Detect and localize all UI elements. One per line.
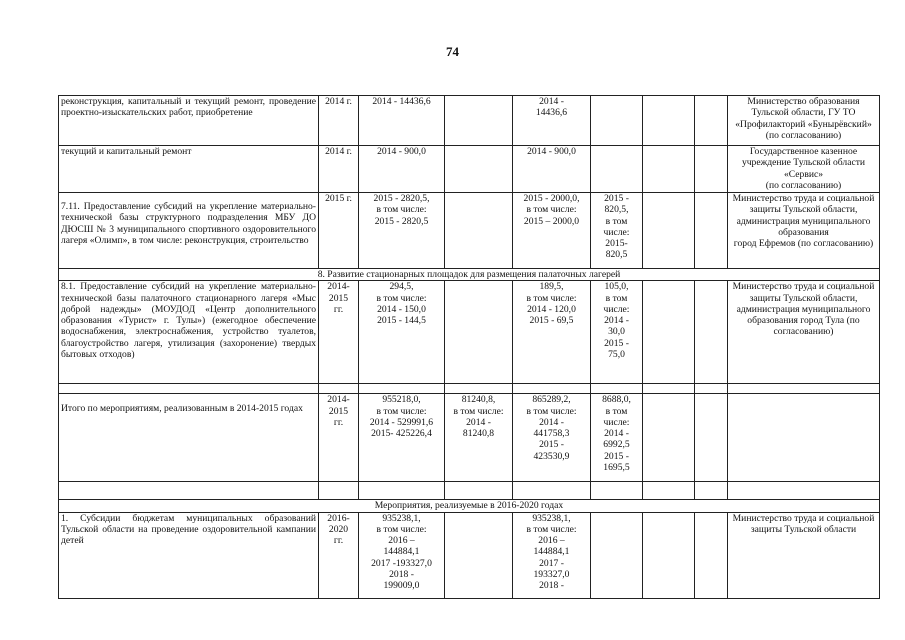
executor-cell: Министерство труда и социальной защиты Тульской области, администрация муниципального образования город Ефремов (по согласованию) <box>728 193 880 269</box>
measure-description: 8.1. Предоставление субсидий на укрепление материально-технической базы палаточного стационарного лагеря «Мыс доброй надежды» (МОУДОД «Центр дополнительного образования «Турист» г. Тулы») (ежегодное обеспечение водоснабжения, электроснабжения, устройство туалетов, благоустройство лагеря, утилизация (захоронение) твердых бытовых отходов) <box>59 281 319 384</box>
other-funding-cell <box>643 394 695 482</box>
extra-cell <box>695 281 728 384</box>
table-row <box>59 193 880 269</box>
local-funding-cell <box>591 146 643 193</box>
executor-cell: Министерство труда и социальной защиты Тульской области <box>728 512 880 598</box>
local-funding-cell <box>591 512 643 598</box>
period-cell: 2015 г. <box>319 193 359 269</box>
federal-funding-cell <box>445 146 513 193</box>
table-row <box>59 96 880 146</box>
executor-cell <box>728 394 880 482</box>
federal-funding-cell <box>445 193 513 269</box>
page-number: 74 <box>446 44 459 59</box>
regional-funding-cell: 189,5, в том числе: 2014 - 120,0 2015 - 69,5 <box>513 281 591 384</box>
other-funding-cell <box>643 193 695 269</box>
federal-funding-cell <box>445 281 513 384</box>
table-row <box>59 512 880 598</box>
regional-funding-cell: 2014 - 900,0 <box>513 146 591 193</box>
extra-cell <box>695 394 728 482</box>
section-header-row <box>59 500 880 512</box>
regional-funding-cell: 865289,2, в том числе: 2014 - 441758,3 2015 - 423530,9 <box>513 394 591 482</box>
extra-cell <box>695 512 728 598</box>
extra-cell <box>695 146 728 193</box>
regional-funding-cell: 2014 - 14436,6 <box>513 96 591 146</box>
total-description: Итого по мероприятиям, реализованным в 2014-2015 годах <box>59 394 319 482</box>
measure-description: текущий и капитальный ремонт <box>59 146 319 193</box>
total-funding-cell: 2015 - 2820,5, в том числе: 2015 - 2820,5 <box>359 193 445 269</box>
program-measures-table <box>58 95 880 599</box>
section-8-title: 8. Развитие стационарных площадок для размещения палаточных лагерей <box>59 269 880 281</box>
total-funding-cell: 935238,1, в том числе: 2016 – 144884,1 2017 -193327,0 2018 - 199009,0 <box>359 512 445 598</box>
total-funding-cell: 955218,0, в том числе: 2014 - 529991,6 2015- 425226,4 <box>359 394 445 482</box>
extra-cell <box>695 193 728 269</box>
period-cell: 2014- 2015 гг. <box>319 394 359 482</box>
total-funding-cell: 2014 - 900,0 <box>359 146 445 193</box>
period-cell: 2016- 2020 гг. <box>319 512 359 598</box>
executor-cell: Министерство образования Тульской области, ГУ ТО «Профилакторий «Бунырёвский» (по согласованию) <box>728 96 880 146</box>
other-funding-cell <box>643 281 695 384</box>
total-funding-cell: 2014 - 14436,6 <box>359 96 445 146</box>
executor-cell: Министерство труда и социальной защиты Тульской области, администрация муниципального образования город Тула (по согласованию) <box>728 281 880 384</box>
other-funding-cell <box>643 96 695 146</box>
federal-funding-cell <box>445 96 513 146</box>
period-cell: 2014 г. <box>319 146 359 193</box>
executor-cell: Государственное казенное учреждение Тульской области «Сервис» (по согласованию) <box>728 146 880 193</box>
total-funding-cell: 294,5, в том числе: 2014 - 150,0 2015 - 144,5 <box>359 281 445 384</box>
other-funding-cell <box>643 146 695 193</box>
measure-description: реконструкция, капитальный и текущий ремонт, проведение проектно-изыскательских работ, приобретение <box>59 96 319 146</box>
empty-row <box>59 482 880 500</box>
empty-row <box>59 384 880 394</box>
period-cell: 2014- 2015 гг. <box>319 281 359 384</box>
other-funding-cell <box>643 512 695 598</box>
total-row <box>59 394 880 482</box>
federal-funding-cell: 81240,8, в том числе: 2014 - 81240,8 <box>445 394 513 482</box>
local-funding-cell: 2015 - 820,5, в том числе: 2015- 820,5 <box>591 193 643 269</box>
local-funding-cell <box>591 96 643 146</box>
section-header-row <box>59 269 880 281</box>
section-2016-2020-title: Мероприятия, реализуемые в 2016-2020 годах <box>59 500 880 512</box>
regional-funding-cell: 2015 - 2000,0, в том числе: 2015 – 2000,0 <box>513 193 591 269</box>
measure-description: 7.11. Предоставление субсидий на укрепление материально-технической базы структурного подразделения МБУ ДО ДЮСШ № 3 муниципального спортивного оздоровительного лагеря «Олимп», в том числе: реконструкция, строительство <box>59 193 319 269</box>
regional-funding-cell: 935238,1, в том числе: 2016 – 144884,1 2017 - 193327,0 2018 - <box>513 512 591 598</box>
local-funding-cell: 105,0, в том числе: 2014 - 30,0 2015 - 75,0 <box>591 281 643 384</box>
extra-cell <box>695 96 728 146</box>
table-row <box>59 281 880 384</box>
period-cell: 2014 г. <box>319 96 359 146</box>
local-funding-cell: 8688,0, в том числе: 2014 - 6992,5 2015 - 1695,5 <box>591 394 643 482</box>
federal-funding-cell <box>445 512 513 598</box>
measure-description: 1. Субсидии бюджетам муниципальных образований Тульской области на проведение оздоровительной кампании детей <box>59 512 319 598</box>
table-row <box>59 146 880 193</box>
